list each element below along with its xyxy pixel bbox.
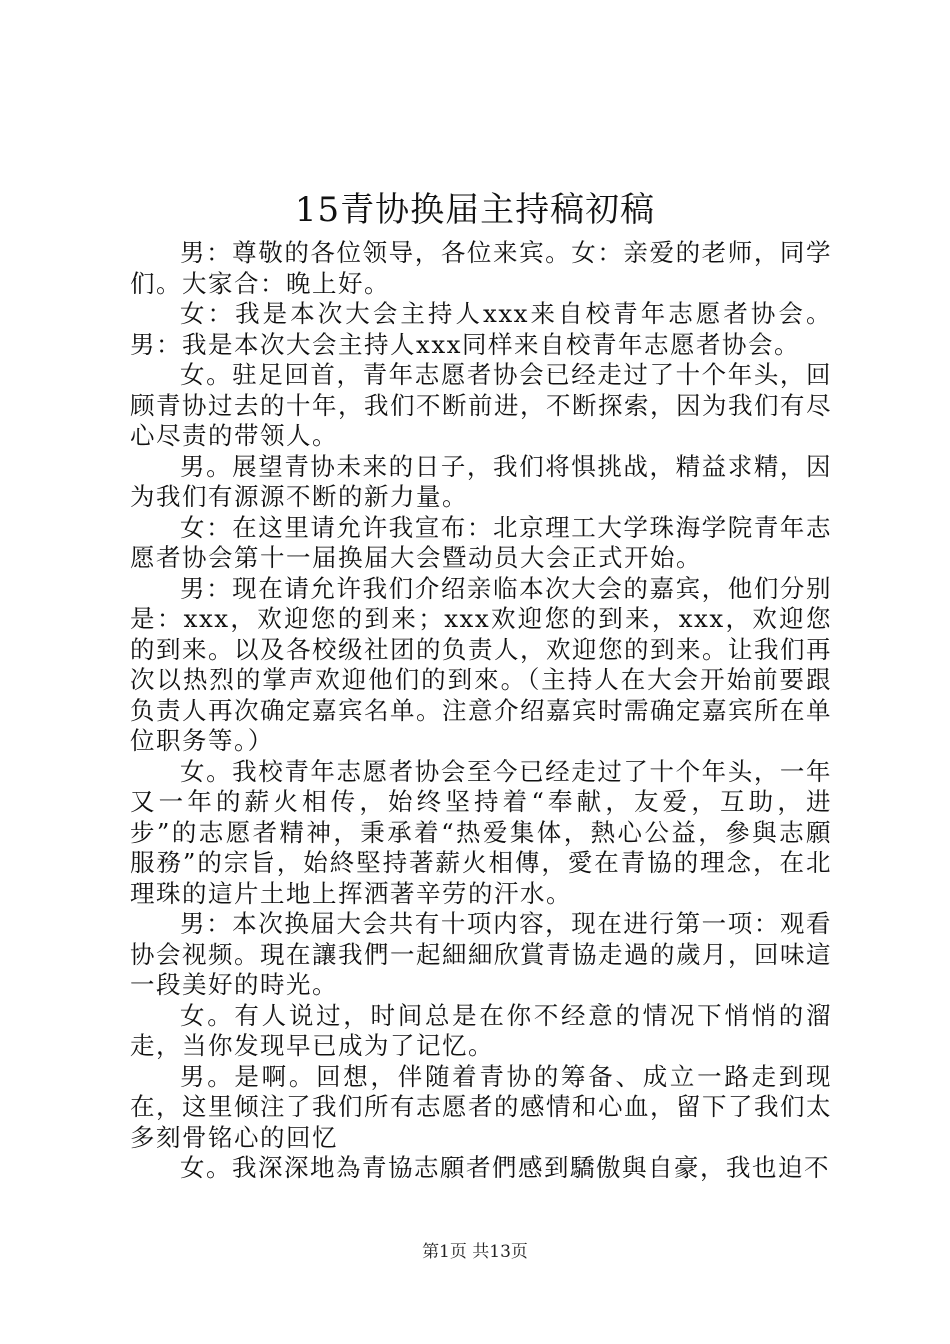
paragraph: 男：本次换届大会共有十项内容，现在进行第一项：观看协会视频。現在讓我們一起細細欣賞青協走過的歲月，回味這一段美好的時光。 [130, 909, 832, 999]
paragraph: 女：我是本次大会主持人xxx来自校青年志愿者协会。男：我是本次大会主持人xxx同样来自校青年志愿者协会。 [130, 299, 832, 359]
paragraph: 男：现在请允许我们介绍亲临本次大会的嘉宾，他们分别是：xxx，欢迎您的到来；xxx欢迎您的到来，xxx，欢迎您的到来。以及各校级社团的负责人，欢迎您的到来。让我们再次以热烈的掌声欢迎他们的到來。（主持人在大会开始前要跟负责人再次确定嘉宾名单。注意介绍嘉宾时需确定嘉宾所在单位职务等。） [130, 573, 832, 755]
document-title: 15青协换届主持稿初稿 [294, 190, 656, 230]
paragraph: 女。有人说过，时间总是在你不经意的情况下悄悄的溜走，当你发现早已成为了记忆。 [130, 1000, 832, 1060]
paragraph: 男：尊敬的各位领导，各位来宾。女：亲爱的老师，同学们。大家合：晚上好。 [130, 238, 832, 298]
paragraph: 女。我校青年志愿者协会至今已经走过了十个年头，一年又一年的薪火相传，始终坚持着“奉献，友爱，互助，进步”的志愿者精神，秉承着“热爱集体，熱心公益，參與志願服務”的宗旨，始終堅持著薪火相傳，愛在青協的理念，在北理珠的這片土地上挥洒著辛劳的汗水。 [130, 756, 832, 908]
paragraph: 女：在这里请允许我宣布：北京理工大学珠海学院青年志愿者协会第十一届换届大会暨动员大会正式开始。 [130, 512, 832, 572]
paragraph: 女。驻足回首，青年志愿者协会已经走过了十个年头，回顾青协过去的十年，我们不断前进，不断探索，因为我们有尽心尽责的带领人。 [130, 360, 832, 450]
paragraph: 男。展望青协未来的日子，我们将惧挑战，精益求精，因为我们有源源不断的新力量。 [130, 451, 832, 511]
page-number-footer: 第1页 共13页 [422, 1242, 528, 1262]
document-body [130, 238, 832, 1184]
paragraph: 女。我深深地為青協志願者們感到驕傲與自豪，我也迫不 [180, 1153, 830, 1182]
paragraph: 男。是啊。回想，伴随着青协的筹备、成立一路走到现在，这里倾注了我们所有志愿者的感情和心血，留下了我们太多刻骨铭心的回忆 [130, 1061, 832, 1152]
